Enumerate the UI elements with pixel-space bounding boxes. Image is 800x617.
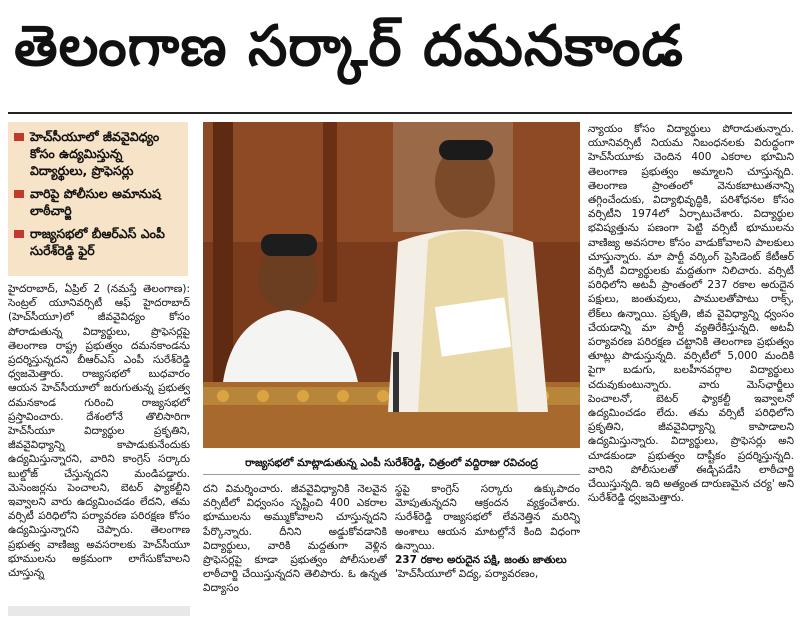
article-text: హైదరాబాద్, ఏప్రిల్ 2 (నమస్తే తెలంగాణ): సెంట్రల్ యూనివర్సిటీ ఆఫ్ హైదరాబాద్ (హెచ్‌సీయూ)లో జీవవైవిధ్యం కోసం పోరాడుతున్న విద్యార్థులు, ప్రొఫెసర్లపై తెలంగాణ రాష్ట్ర ప్రభుత్వం దమనకాండను ప్రదర్శిస్తున్నదని బీఆర్‌ఎస్ ఎంపీ సురేశ్‌రెడ్డి ధ్వజమెత్తారు. రాజ్యసభలో బుధవారం ఆయన హెచ్‌సీయూలో జరుగుతున్న ప్రభుత్వ దమనకాండ గురించి రాజ్యసభలో ప్రస్తావించారు. దేశంలోనే తొలిసారిగా హెచ్‌సీయూ విద్యార్థుల ప్రకృతిని, జీవవైవిధ్యాన్ని కాపాడుకునేందుకు ఉద్యమిస్తున్నారని, వారిని కాంగ్రెస్ సర్కారు బుల్డోజ్ చేస్తున్నదని మండిపడ్డారు. మెసెంజర్లను పెంచాలని, బెటర్ ఫ్యాకల్టీని ఇవ్వాలని వారు ఉద్యమించడం లేదని, తమ వర్సిటీ పరిధిలోని పర్యావరణ పరిరక్షణ కోసం ఉద్యమిస్తున్నారని చెప్పారు. తెలంగాణ ప్రభుత్వ వాణిజ్య అవసరాలకు హెచ్‌సీయూ భూములను అక్రమంగా లాగేసుకోవాలని చూస్తున్న [8, 283, 190, 580]
article-text: దని విమర్శించారు. జీవవైవిధ్యానికి నెలవైన వర్సిటీలో విధ్వంసం సృష్టించి 400 ఎకరాల భూములను అమ్ముకోవాలని చూస్తున్నదని పేర్కొన్నారు. దీనిని అడ్డుకోవడానికి విద్యార్థులు, వారికి మద్దతుగా వెళ్లిన ప్రొఫెసర్లపై కూడా ప్రభుత్వం పోలీసులతో లాఠీచార్జి చేయిస్తున్నదని తెలిపారు. ఓ ఉన్నత విద్యాసం [203, 483, 387, 595]
headline: తెలంగాణ సర్కార్ దమనకాండ [14, 14, 685, 79]
article-subhead: 237 రకాల అరుదైన పక్షి, జంతు జాతులు [395, 554, 567, 567]
headline-divider [8, 112, 792, 114]
highlights-box [8, 122, 188, 276]
article-column-mid1 [203, 482, 387, 602]
footer-strip [8, 606, 190, 616]
article-text: 'హెచ్‌సీయూలో విద్య, పర్యావరణం, [395, 568, 539, 581]
highlight-text: వారిపై పోలీసుల అమానుష లాఠీచార్జి [30, 186, 161, 218]
highlight-item [14, 185, 182, 219]
highlight-item [14, 128, 182, 179]
highlight-text: హెచ్‌సీయూలో జీవవైవిధ్యం కోసం ఉద్యమిస్తున్న విద్యార్థులు, ప్రొఫెసర్లు [30, 129, 160, 178]
rajya-sabha-photo [203, 122, 580, 448]
bullet-square-icon [14, 190, 24, 198]
news-photo [203, 122, 580, 448]
article-column-left [8, 282, 190, 602]
article-column-mid2 [395, 482, 580, 602]
article-text: న్యాయం కోసం విద్యార్థులు పోరాడుతున్నారు. యూనివర్సిటీ నియమ నిబంధనలకు విరుద్ధంగా హెచ్‌సీయూకు చెందిన 400 ఎకరాల భూమిని తెలంగాణ ప్రభుత్వం అమ్మాలని చూస్తున్నది. తెలంగాణ ప్రాంతంలో వెనుకబాటుతనాన్ని తగ్గించేందుకు, విద్యాభివృద్ధికి, పరిశోధనల కోసం వర్సిటీని 1974లో ఏర్పాటుచేశారు. విద్యార్థుల భవిష్యత్తును పణంగా పెట్టి వర్సిటీ భూములను వాణిజ్య అవసరాల కోసం వాడుకోవాలని పాలకులు చూస్తున్నారు. మా పార్టీ వర్కింగ్ ప్రెసిడెంట్ కేటీఆర్ వర్సిటీ విద్యార్థులకు మద్దతుగా నిలిచారు. వర్సిటీ పరిధిలోని అటవీ ప్రాంతంలో 237 రకాల అరుదైన పక్షులు, జంతువులు, పాములతోపాటు రాక్స్, లేక్‌లు ఉన్నాయి. ప్రకృతి, జీవ వైవిధ్యాన్ని ధ్వంసం చేయడాన్ని మా పార్టీ వ్యతిరేకిస్తున్నది. అటవీ పర్యావరణ పరిరక్షణ చట్టానికి తెలంగాణ ప్రభుత్వం తూట్లు పొడుస్తున్నది. వర్సిటీలో 5,000 మందికి పైగా బడుగు, బలహీనవర్గాల విద్యార్థులు చదువుకుంటున్నారు. వారు మెస్‌ఛార్జీలు పెంచాలనో, బెటర్ ఫ్యాకల్టీ ఇవ్వాలనో ఉద్యమించడం లేదు. తమ వర్సిటీ పరిధిలోని ప్రకృతిని, జీవవైవిధ్యాన్ని కాపాడాలని ఉద్యమిస్తున్నారు. విద్యార్థులు, ప్రొఫెసర్లు అని చూడకుండా ప్రభుత్వం దాష్టీకం ప్రదర్శిస్తున్నది. వారిని పోలీసులతో ఈడ్చిపడేసి లాఠీచార్జి చేయిస్తున్నది. ఇది అత్యంత దారుణమైన చర్య' అని సురేశ్‌రెడ్డి ధ్వజమెత్తారు. [588, 123, 794, 505]
bullet-square-icon [14, 133, 24, 141]
article-column-right [588, 122, 794, 602]
photo-caption: రాజ్యసభలో మాట్లాడుతున్న ఎంపీ సురేశ్‌రెడ్డి, చిత్రంలో వద్దిరాజు రవిచంద్ర [203, 452, 580, 475]
bullet-square-icon [14, 230, 24, 238]
highlight-item [14, 225, 182, 259]
article-text: స్థపై కాంగ్రెస్ సర్కారు ఉక్కుపాదం మోపుతున్నదని ఆక్రందన వ్యక్తంచేశారు. సురేశ్‌రెడ్డి రాజ్యసభలో లేవనెత్తిన మరిన్ని అంశాలు ఆయన మాటల్లోనే కింది విధంగా ఉన్నాయి. [395, 483, 580, 552]
highlight-text: రాజ్యసభలో బీఆర్‌ఎస్ ఎంపీ సురేశ్‌రెడ్డి ఫైర్ [30, 226, 165, 258]
